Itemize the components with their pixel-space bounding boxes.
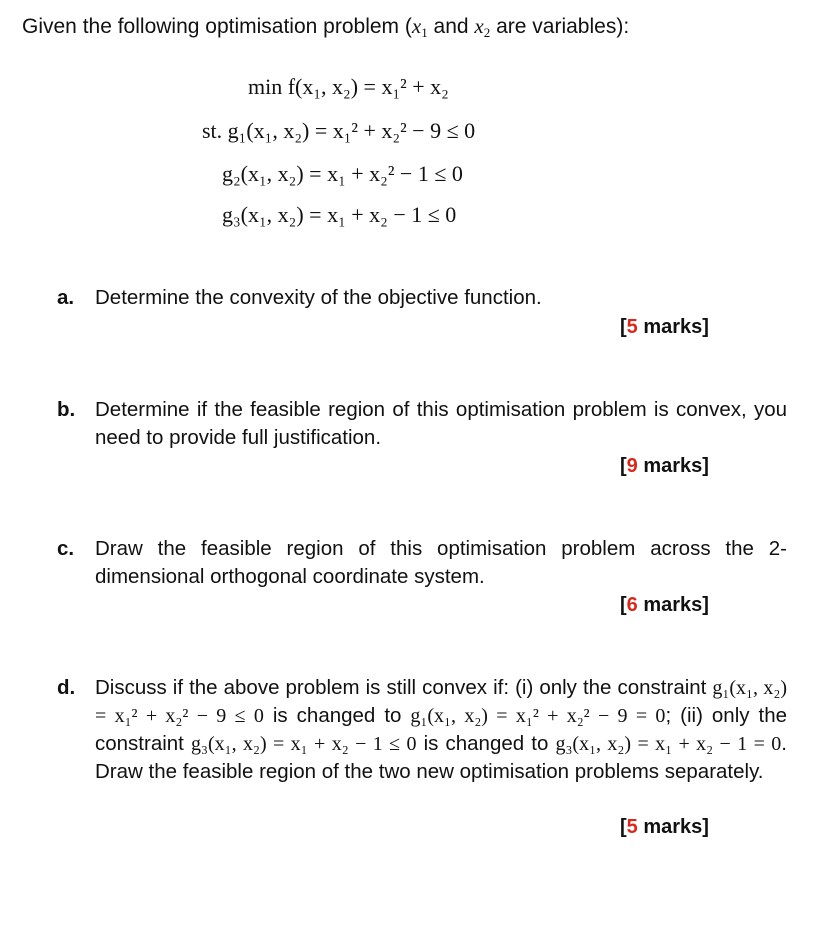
problem-intro: [22, 14, 629, 41]
constraint-g3: g₃(x₁, x₂) = x₁ + x₂ − 1 ≤ 0: [222, 202, 457, 227]
intro-and: and: [427, 15, 475, 38]
question-text: Determine if the feasible region of this optimisation problem is convex, you need to provide full justification.: [95, 398, 787, 449]
question-label: a.: [57, 286, 75, 309]
intro-var1: $x_1$: [411, 14, 428, 41]
intro-after: are variables):: [490, 15, 630, 38]
question-b: [57, 396, 787, 452]
marks-b: [9 marks]: [620, 455, 709, 477]
question-text: Determine the convexity of the objective function.: [95, 286, 542, 309]
question-text: Draw the feasible region of this optimisation problem across the 2-dimensional orthogonal coordinate system.: [95, 537, 787, 588]
inline-equation: g₁(x₁, x₂) = x₁² + x₂² − 9 = 0: [410, 705, 666, 727]
marks-d: [5 marks]: [620, 816, 709, 838]
marks-a: [5 marks]: [620, 316, 709, 338]
inline-equation: g₃(x₁, x₂) = x₁ + x₂ − 1 ≤ 0: [190, 733, 417, 755]
inline-equation: g₃(x₁, x₂) = x₁ + x₂ − 1 = 0: [555, 733, 782, 755]
intro-var2: $x_2$: [474, 14, 491, 41]
question-a: [57, 284, 787, 312]
objective-equation: min f(x₁, x₂) = x₁² + x₂: [248, 74, 449, 99]
marks-c: [6 marks]: [620, 594, 709, 616]
question-text: Discuss if the above problem is still convex if: (i) only the constraint g₁(x₁, x₂) = x₁² + x₂² − 9 ≤ 0 is changed to g₁(x₁, x₂) = x₁² + x₂² − 9 = 0; (ii) only the constraint g₃(x₁, x₂) = x₁ + x₂ − 1 ≤ 0 is changed to g₃(x₁, x₂) = x₁ + x₂ − 1 = 0. Draw the feasible region of the two new optimisation problems separately.: [95, 676, 788, 783]
intro-before: Given the following optimisation problem (: [22, 15, 412, 38]
question-label: c.: [57, 537, 75, 560]
question-label: b.: [57, 398, 76, 421]
question-c: [57, 535, 787, 591]
constraint-g1: st. g₁(x₁, x₂) = x₁² + x₂² − 9 ≤ 0: [202, 118, 476, 143]
constraint-g2: g₂(x₁, x₂) = x₁ + x₂² − 1 ≤ 0: [222, 161, 463, 186]
question-d: [57, 674, 787, 786]
inline-equation: g₁(x₁, x₂) = x₁² + x₂² − 9 ≤ 0: [95, 677, 788, 727]
question-label: d.: [57, 676, 76, 699]
